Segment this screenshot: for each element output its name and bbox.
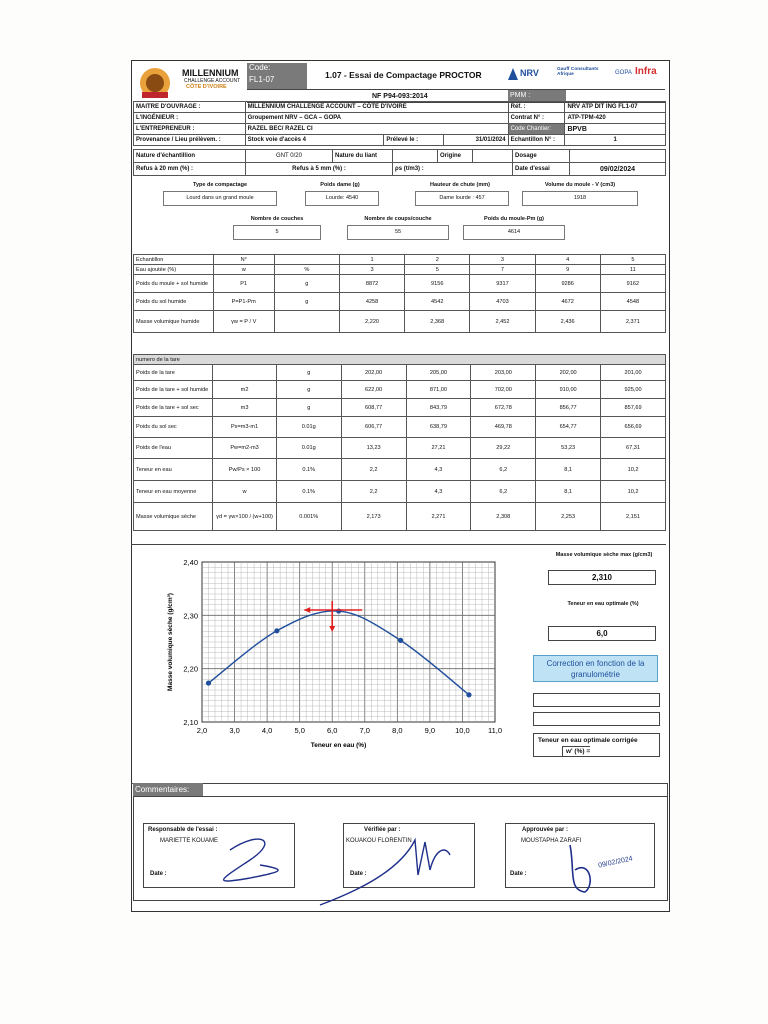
data-point xyxy=(274,628,279,633)
standard-code: NF P94-093:2014 xyxy=(372,93,428,100)
value-cell: 9 xyxy=(535,265,600,275)
x-tick-label: 4,0 xyxy=(261,726,273,735)
ps-label: ρs (t/m3) : xyxy=(393,163,513,176)
sig-name-responsable: MARIETTE KOUAME xyxy=(160,838,219,844)
origine-label: Origine xyxy=(438,150,473,163)
row-symbol: P1 xyxy=(213,275,274,293)
hauteur-value: Dame lourde : 457 xyxy=(415,191,509,206)
value-cell: 9286 xyxy=(535,275,600,293)
row-unit: 0.01g xyxy=(276,438,341,459)
y-tick-label: 2,20 xyxy=(183,664,198,674)
value-cell: 9162 xyxy=(600,275,665,293)
type-label: Type de compactage xyxy=(193,182,247,188)
refus5-label: Refus à 5 mm (%) : xyxy=(246,163,393,176)
row-label: Poids du moule + sol humide xyxy=(134,275,214,293)
sig-date-label-verif: Date : xyxy=(350,871,367,877)
sample-table xyxy=(133,149,666,176)
row-unit: g xyxy=(274,275,339,293)
row-label: Poids de la tare + sol sec xyxy=(134,399,213,417)
value-cell: 8,1 xyxy=(536,459,601,481)
table-header: numero de la tare xyxy=(134,355,666,365)
signature-2 xyxy=(320,840,450,905)
value-cell: 9317 xyxy=(470,275,535,293)
page-title: 1.07 - Essai de Compactage PROCTOR xyxy=(325,70,482,80)
sig-name-verif: KOUAKOU FLORENTIN xyxy=(346,838,412,844)
table-row xyxy=(134,417,666,438)
mcc-emblem-icon xyxy=(138,66,172,100)
brand-infra: Infra xyxy=(635,66,657,77)
chantier-label: Code Chantier: xyxy=(508,124,565,135)
table-row xyxy=(134,481,666,503)
coups-label: Nombre de coups/couche xyxy=(364,216,432,222)
sig-date-label-approuve: Date : xyxy=(510,871,527,877)
row-label: Echantillon xyxy=(134,255,214,265)
value-cell: 622,00 xyxy=(341,381,406,399)
volume-value: 1918 xyxy=(522,191,638,206)
contrat-value: ATP-TPM-420 xyxy=(565,113,666,124)
row-symbol: w xyxy=(213,481,277,503)
info-table xyxy=(133,101,666,146)
value-cell: 3 xyxy=(339,265,404,275)
row-unit: 0.1% xyxy=(276,481,341,503)
row-label: Poids de l'eau xyxy=(134,438,213,459)
table-row xyxy=(134,293,666,311)
value-cell: 4,3 xyxy=(406,481,471,503)
table-row xyxy=(134,365,666,381)
value-cell: 871,00 xyxy=(406,381,471,399)
row-unit: 0.01g xyxy=(276,417,341,438)
value-cell: 856,77 xyxy=(536,399,601,417)
row-symbol: γw = P / V xyxy=(213,311,274,333)
value-cell: 7 xyxy=(470,265,535,275)
row-label: Teneur en eau moyenne xyxy=(134,481,213,503)
value-cell: 2 xyxy=(405,255,470,265)
corrige-sub: w' (%) = xyxy=(562,746,590,756)
entrepreneur-value: RAZEL BEC/ RAZEL CI xyxy=(245,124,508,135)
value-cell: 910,00 xyxy=(536,381,601,399)
correction-button[interactable]: Correction en fonction de la granulométrie xyxy=(533,655,658,682)
row-unit: g xyxy=(276,381,341,399)
value-cell: 654,77 xyxy=(536,417,601,438)
row-unit: 0.001% xyxy=(276,503,341,531)
x-tick-label: 7,0 xyxy=(359,726,370,735)
row-symbol: Ps=m3-m1 xyxy=(213,417,277,438)
value-cell: 925,00 xyxy=(601,381,666,399)
value-cell: 6,2 xyxy=(471,459,536,481)
value-cell: 205,00 xyxy=(406,365,471,381)
value-cell: 638,79 xyxy=(406,417,471,438)
value-cell: 2,2 xyxy=(341,481,406,503)
coups-value: 55 xyxy=(347,225,449,240)
code-label: Code: xyxy=(247,63,307,75)
signature-3 xyxy=(570,845,590,892)
logo-sub: CHALLENGE ACCOUNT xyxy=(184,78,241,84)
proctor-chart xyxy=(150,552,510,757)
logo-country: CÔTE D'IVOIRE xyxy=(186,84,227,90)
value-cell: 13,23 xyxy=(341,438,406,459)
volume-label: Volume du moule - V (cm3) xyxy=(544,182,616,188)
data-point xyxy=(398,638,403,643)
value-cell: 2,253 xyxy=(536,503,601,531)
brand-gopa: GOPA xyxy=(615,70,632,76)
row-unit xyxy=(274,255,339,265)
sig-date-value-approuve: 09/02/2024 xyxy=(597,855,634,870)
value-cell: 67,31 xyxy=(601,438,666,459)
row-label: Poids du sol sec xyxy=(134,417,213,438)
echantillon-label: Echantillon N° : xyxy=(508,135,565,146)
signature-1 xyxy=(224,839,278,881)
x-tick-label: 8,0 xyxy=(392,726,403,735)
value-cell: 843,79 xyxy=(406,399,471,417)
table-row xyxy=(134,265,666,275)
row-symbol: P=P1-Pm xyxy=(213,293,274,311)
preleve-value: 31/01/2024 xyxy=(444,135,509,146)
nrv-mark-icon xyxy=(507,67,519,81)
value-cell: 8872 xyxy=(339,275,404,293)
opt-value: 6,0 xyxy=(548,626,656,641)
provenance-value: Stock voie d'accès 4 xyxy=(245,135,384,146)
opt-label: Teneur en eau optimale (%) xyxy=(567,601,639,607)
value-cell: 2,271 xyxy=(406,503,471,531)
table-row xyxy=(134,399,666,417)
row-label: Poids de la tare + sol humide xyxy=(134,381,213,399)
correction-input-2[interactable] xyxy=(533,712,660,726)
sig-title-approuve: Approuvée par : xyxy=(522,827,569,833)
ref-value: NRV ATP DIT ING FL1-07 xyxy=(565,102,666,113)
corrige-label: Teneur en eau optimale corrigée xyxy=(538,737,638,744)
value-cell: 5 xyxy=(405,265,470,275)
value-cell: 3 xyxy=(470,255,535,265)
header-logo xyxy=(136,64,244,104)
value-cell: 608,77 xyxy=(341,399,406,417)
brand-gauff: Gauff Consultants Afrique xyxy=(557,67,599,77)
row-label: Masse volumique humide xyxy=(134,311,214,333)
refus20-label: Refus à 20 mm (%) : xyxy=(134,163,246,176)
x-tick-label: 2,0 xyxy=(196,726,208,735)
sig-title-responsable: Responsable de l'essai : xyxy=(148,827,218,833)
ingenieur-label: L'INGÉNIEUR : xyxy=(134,113,246,124)
couches-value: 5 xyxy=(233,225,321,240)
x-tick-label: 10,0 xyxy=(455,726,470,735)
pmm-label: PMM : xyxy=(508,90,566,102)
value-cell: 203,00 xyxy=(471,365,536,381)
row-symbol: Pw=m2-m3 xyxy=(213,438,277,459)
value-cell: 10,2 xyxy=(601,481,666,503)
row-label: Poids du sol humide xyxy=(134,293,214,311)
x-tick-label: 3,0 xyxy=(229,726,240,735)
y-tick-label: 2,30 xyxy=(183,611,198,621)
sig-title-verif: Vérifiée par : xyxy=(364,827,401,833)
value-cell: 202,00 xyxy=(536,365,601,381)
value-cell: 11 xyxy=(600,265,665,275)
value-cell: 10,2 xyxy=(601,459,666,481)
correction-input-1[interactable] xyxy=(533,693,660,707)
table-row xyxy=(134,381,666,399)
value-cell: 4542 xyxy=(405,293,470,311)
row-symbol: m3 xyxy=(213,399,277,417)
dosage-label: Dosage xyxy=(513,150,570,163)
row-symbol: w xyxy=(213,265,274,275)
value-cell: 8,1 xyxy=(536,481,601,503)
value-cell: 2,436 xyxy=(535,311,600,333)
row-label: Masse volumique sèche xyxy=(134,503,213,531)
comments-label: Commentaires: xyxy=(133,783,203,796)
signature-scribbles xyxy=(190,830,660,910)
provenance-label: Provenance / Lieu prélèvem. : xyxy=(134,135,246,146)
preleve-label: Prélevé le : xyxy=(384,135,444,146)
liant-label: Nature du liant xyxy=(333,150,393,163)
poids-moule-value: 4614 xyxy=(463,225,565,240)
value-cell: 469,78 xyxy=(471,417,536,438)
poids-moule-label: Poids du moule-Pm (g) xyxy=(484,216,544,222)
sig-date-label-responsable: Date : xyxy=(150,871,167,877)
value-cell: 9156 xyxy=(405,275,470,293)
chantier-value: BPVB xyxy=(565,124,666,135)
date-value: 09/02/2024 xyxy=(570,163,666,176)
date-label: Date d'essai xyxy=(513,163,570,176)
row-unit: 0.1% xyxy=(276,459,341,481)
maitre-value: MILLENNIUM CHALLENGE ACCOUNT – CÔTE D'IVOIRE xyxy=(245,102,508,113)
poids-dame-value: Lourde: 4540 xyxy=(305,191,379,206)
row-unit: g xyxy=(276,399,341,417)
value-cell: 27,21 xyxy=(406,438,471,459)
value-cell: 201,00 xyxy=(601,365,666,381)
echantillon-value: 1 xyxy=(565,135,666,146)
poids-dame-label: Poids dame (g) xyxy=(320,182,360,188)
value-cell: 672,78 xyxy=(471,399,536,417)
row-symbol: Pw/Ps × 100 xyxy=(213,459,277,481)
code-value: FL1-07 xyxy=(247,75,307,89)
value-cell: 4548 xyxy=(600,293,665,311)
data-point xyxy=(466,692,471,697)
value-cell: 4672 xyxy=(535,293,600,311)
moisture-density-table xyxy=(133,254,666,333)
x-tick-label: 9,0 xyxy=(424,726,436,735)
x-tick-label: 6,0 xyxy=(327,726,338,735)
couches-label: Nombre de couches xyxy=(250,216,304,222)
row-unit: g xyxy=(276,365,341,381)
sig-name-approuve: MOUSTAPHA ZARAFI xyxy=(521,838,582,844)
row-unit: % xyxy=(274,265,339,275)
row-symbol: γd = γw×100 / (w+100) xyxy=(213,503,277,531)
value-cell: 4 xyxy=(535,255,600,265)
value-cell: 4703 xyxy=(470,293,535,311)
value-cell: 202,00 xyxy=(341,365,406,381)
row-label: Poids de la tare xyxy=(134,365,213,381)
comments-bar xyxy=(133,783,668,797)
value-cell: 2,2 xyxy=(341,459,406,481)
x-tick-label: 11,0 xyxy=(487,726,503,735)
partner-logos xyxy=(505,64,665,86)
value-cell: 606,77 xyxy=(341,417,406,438)
maitre-label: MAITRE D'OUVRAGE : xyxy=(134,102,246,113)
table-row xyxy=(134,311,666,333)
value-cell: 53,23 xyxy=(536,438,601,459)
contrat-label: Contrat N° : xyxy=(508,113,565,124)
max-label: Masse volumique sèche max (g/cm3) xyxy=(555,552,653,558)
value-cell: 2,308 xyxy=(471,503,536,531)
y-axis-label: Masse volumique sèche (g/cm³) xyxy=(167,593,174,691)
ref-label: Réf. : xyxy=(508,102,565,113)
data-point xyxy=(206,680,211,685)
value-cell: 5 xyxy=(600,255,665,265)
value-cell: 702,00 xyxy=(471,381,536,399)
value-cell: 4,3 xyxy=(406,459,471,481)
logo-text: MILLENNIUM xyxy=(182,68,239,78)
row-symbol xyxy=(213,365,277,381)
x-tick-label: 5,0 xyxy=(294,726,305,735)
value-cell: 2,371 xyxy=(600,311,665,333)
brand-nrv: NRV xyxy=(520,68,539,78)
value-cell: 656,69 xyxy=(601,417,666,438)
row-symbol: m2 xyxy=(213,381,277,399)
row-unit xyxy=(274,311,339,333)
value-cell: 4258 xyxy=(339,293,404,311)
value-cell: 857,69 xyxy=(601,399,666,417)
value-cell: 1 xyxy=(339,255,404,265)
value-cell: 2,220 xyxy=(339,311,404,333)
tare-table xyxy=(133,354,666,531)
value-cell: 2,368 xyxy=(405,311,470,333)
value-cell: 2,151 xyxy=(601,503,666,531)
x-axis-label: Teneur en eau (%) xyxy=(310,742,367,749)
y-tick-label: 2,10 xyxy=(183,718,198,727)
row-label: Teneur en eau xyxy=(134,459,213,481)
row-symbol: N° xyxy=(213,255,274,265)
hauteur-label: Hauteur de chute (mm) xyxy=(430,182,490,188)
value-cell: 29,22 xyxy=(471,438,536,459)
entrepreneur-label: L'ENTREPRENEUR : xyxy=(134,124,246,135)
table-row xyxy=(134,255,666,265)
value-cell: 2,173 xyxy=(341,503,406,531)
value-cell: 2,452 xyxy=(470,311,535,333)
nature-label: Nature d'échantillion xyxy=(134,150,246,163)
max-value: 2,310 xyxy=(548,570,656,585)
row-label: Eau ajoutée (%) xyxy=(134,265,214,275)
type-value: Lourd dans un grand moule xyxy=(163,191,277,206)
table-row xyxy=(134,275,666,293)
row-unit: g xyxy=(274,293,339,311)
nature-value: GNT 0/20 xyxy=(246,150,333,163)
table-row xyxy=(134,438,666,459)
ingenieur-value: Groupement NRV – GCA – GOPA xyxy=(245,113,508,124)
table-row xyxy=(134,503,666,531)
y-tick-label: 2,40 xyxy=(183,558,198,567)
table-row xyxy=(134,459,666,481)
value-cell: 6,2 xyxy=(471,481,536,503)
